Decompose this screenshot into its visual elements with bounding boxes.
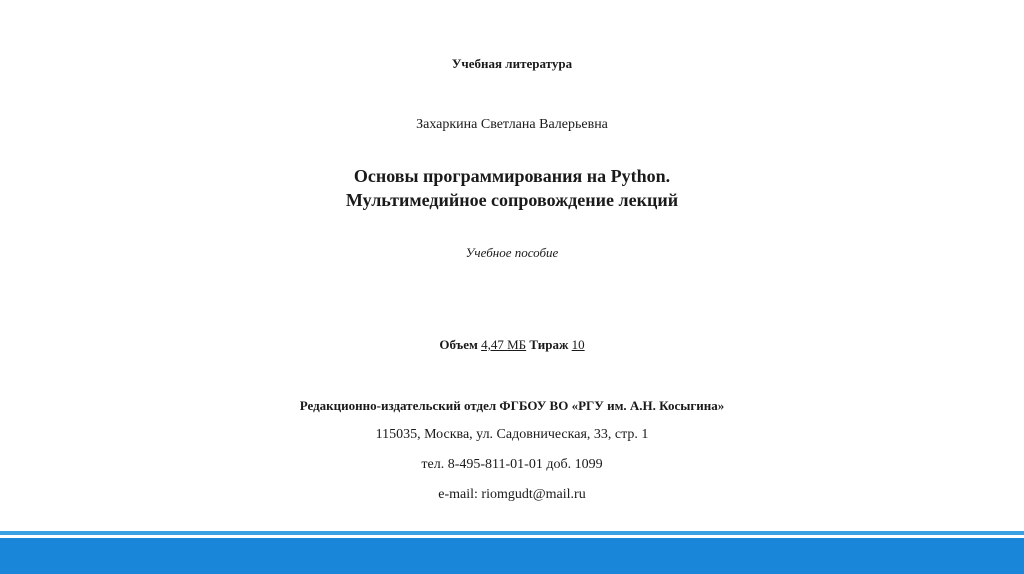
publication-specs	[0, 337, 1024, 353]
publisher-email: e-mail: riomgudt@mail.ru	[438, 487, 586, 502]
title-line-1: Основы программирования на Python.	[353, 166, 671, 186]
volume-value: 4,47 МБ	[481, 337, 527, 352]
subtitle: Учебное пособие	[465, 245, 559, 260]
footer-accent-line	[0, 531, 1024, 535]
series-label: Учебная литература	[451, 56, 573, 71]
footer-band	[0, 538, 1024, 574]
volume-label: Объем	[439, 337, 478, 352]
print-run-value: 10	[571, 337, 585, 352]
print-run-label: Тираж	[529, 337, 569, 352]
publisher-phone: тел. 8-495-811-01-01 доб. 1099	[421, 457, 603, 472]
title-line-2: Мультимедийное сопровождение лекций	[345, 190, 679, 210]
publisher-name: Редакционно-издательский отдел ФГБОУ ВО «РГУ им. А.Н. Косыгина»	[299, 398, 725, 413]
publisher-address: 115035, Москва, ул. Садовническая, 33, стр. 1	[375, 427, 649, 442]
author-name: Захаркина Светлана Валерьевна	[416, 117, 608, 132]
